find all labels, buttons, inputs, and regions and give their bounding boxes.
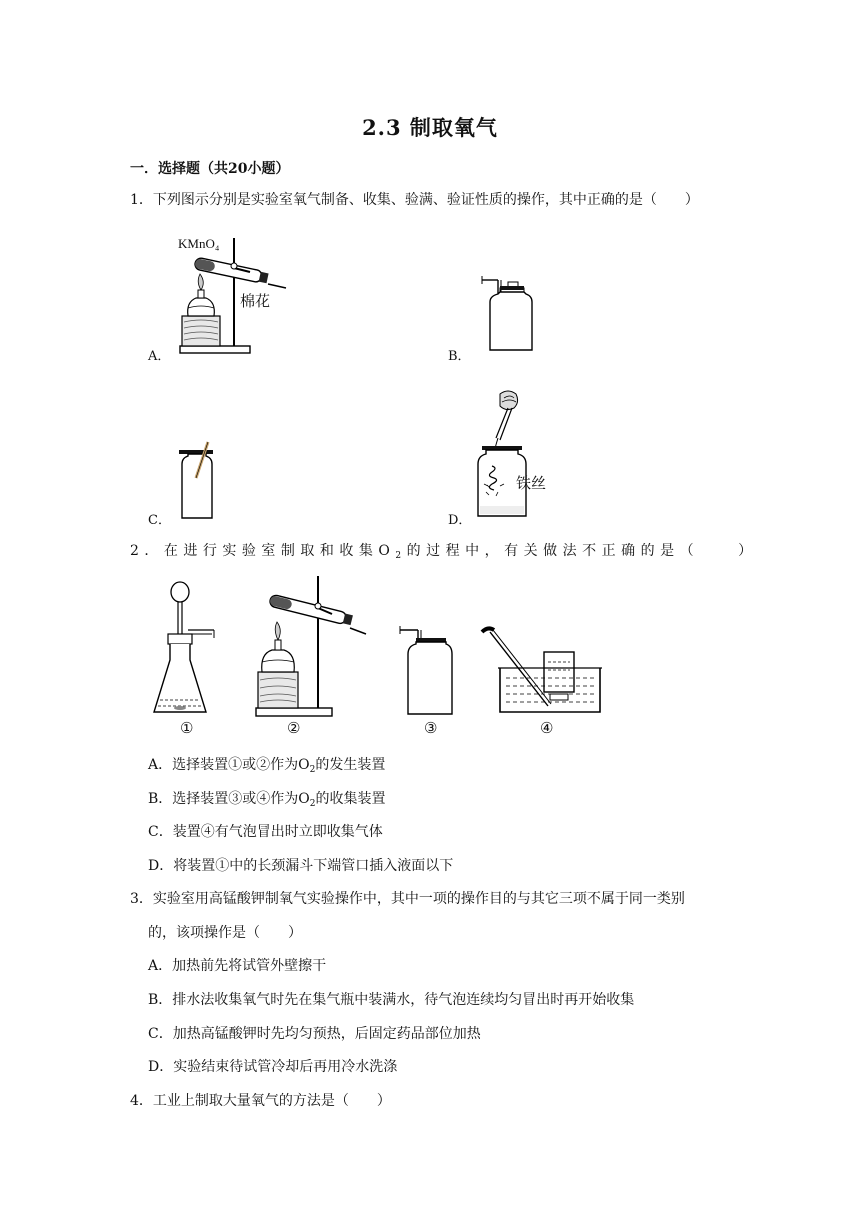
- q1-option-d-label: D．: [448, 513, 472, 528]
- q2-figure-2: [250, 574, 368, 720]
- q2-figure-2-label: ②: [287, 719, 301, 737]
- q2-option-b-suffix: 的收集装置: [315, 791, 386, 807]
- q1-option-b-label: B．: [448, 349, 471, 364]
- q3-option-b: B．排水法收集氧气时先在集气瓶中装满水，待气泡连续均匀冒出时再开始收集: [148, 992, 635, 1008]
- q2-option-b-prefix: B．选择装置③或④作为O: [148, 791, 310, 807]
- page-title: 2.3 制取氧气: [362, 115, 498, 140]
- q2-option-a: [148, 755, 385, 780]
- q3-option-c: C．加热高锰酸钾时先均匀预热，后固定药品部位加热: [148, 1026, 481, 1042]
- q2-stem-sub: 2: [395, 551, 407, 561]
- q2-figure-4-label: ④: [540, 719, 554, 737]
- q2-option-b-sub: 2: [309, 799, 316, 809]
- q2-option-a-suffix: 的发生装置: [315, 757, 386, 773]
- q1-figure-b: [478, 272, 538, 356]
- question-2-stem: [130, 541, 758, 566]
- q1-option-c-label: C．: [148, 513, 171, 528]
- q2-figure-4: [478, 622, 608, 718]
- q3-option-d: D．实验结束待试管冷却后再用冷水洗涤: [148, 1059, 398, 1075]
- iron-wire-label: 铁丝: [516, 474, 547, 492]
- q2-stem-suffix: 的过程中，有关做法不正确的是（ ）: [406, 543, 758, 559]
- q2-option-c: C．装置④有气泡冒出时立即收集气体: [148, 824, 383, 840]
- q2-figure-1: [148, 576, 230, 720]
- q1-option-a-label: A．: [148, 349, 171, 364]
- question-3-stem-line-2: 的，该项操作是（ ）: [148, 925, 302, 941]
- cotton-label: 棉花: [240, 292, 271, 310]
- kmno4-label: KMnO₄: [178, 236, 220, 251]
- q2-figure-3-label: ③: [424, 719, 438, 737]
- q2-figure-1-label: ①: [180, 719, 194, 737]
- q3-option-a: A．加热前先将试管外壁擦干: [148, 958, 327, 974]
- q2-option-d: D．将装置①中的长颈漏斗下端管口插入液面以下: [148, 858, 454, 874]
- q2-option-b: [148, 789, 386, 814]
- q2-option-a-sub: 2: [309, 765, 316, 775]
- q1-figure-d: [470, 388, 550, 520]
- q1-figure-a: [168, 232, 288, 360]
- q1-figure-c: [176, 438, 226, 520]
- q2-figure-3: [396, 622, 458, 718]
- question-3-stem-line-1: 3．实验室用高锰酸钾制氧气实验操作中，其中一项的操作目的与其它三项不属于同一类别: [130, 891, 685, 907]
- question-4-stem: 4．工业上制取大量氧气的方法是（ ）: [130, 1093, 391, 1109]
- question-1-stem: 1．下列图示分别是实验室氧气制备、收集、验满、验证性质的操作，其中正确的是（ ）: [130, 192, 699, 208]
- q2-stem-prefix: 2．在进行实验室制取和收集O: [130, 543, 396, 559]
- q2-option-a-prefix: A．选择装置①或②作为O: [148, 757, 310, 773]
- section-heading: 一．选择题（共20小题）: [130, 161, 290, 177]
